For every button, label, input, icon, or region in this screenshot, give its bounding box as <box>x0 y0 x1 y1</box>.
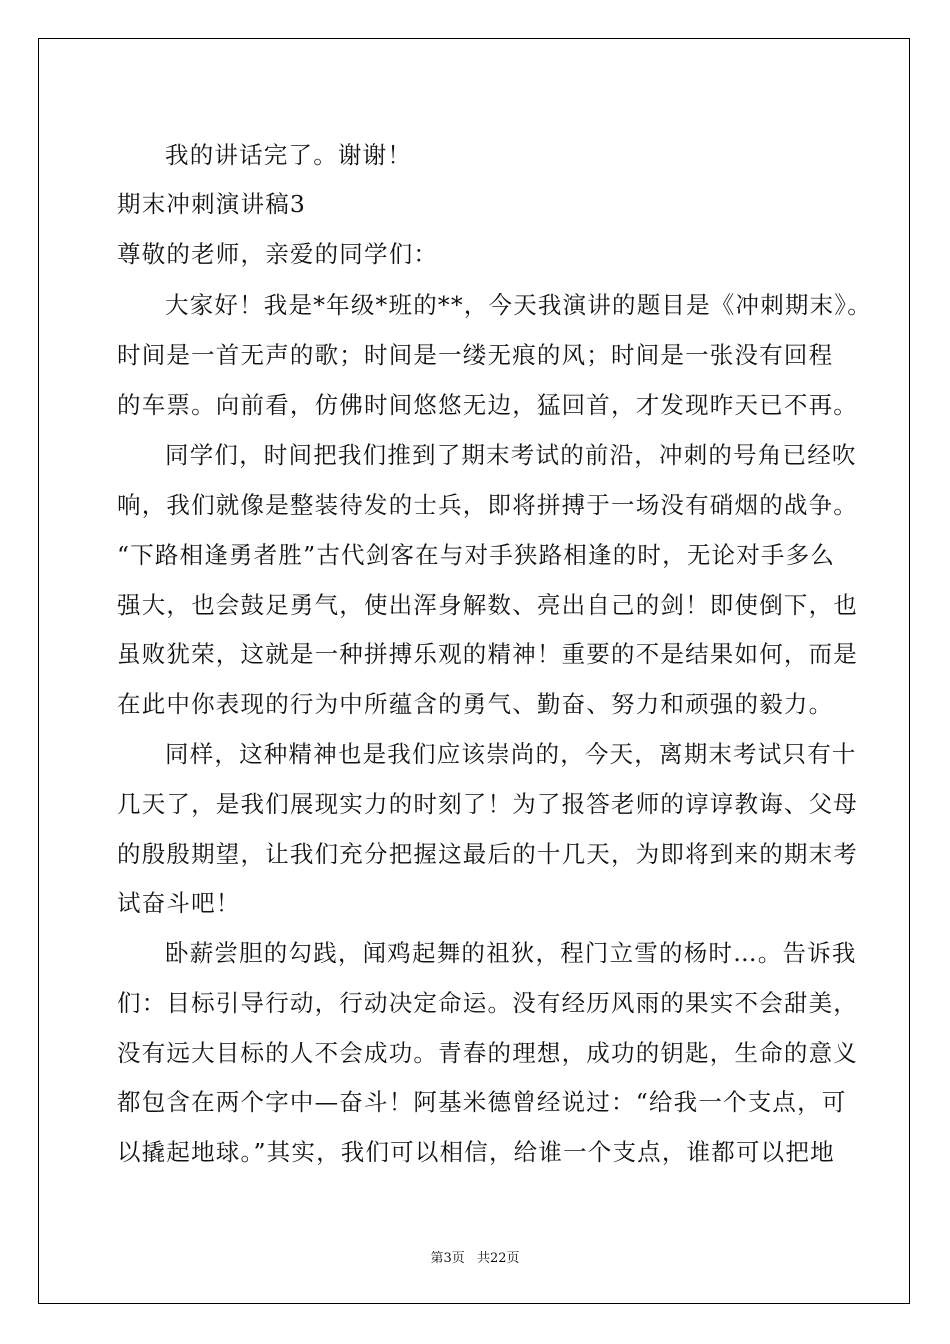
text-line: 以撬起地球。”其实，我们可以相信，给谁一个支点，谁都可以把地 <box>117 1138 835 1166</box>
text-line: 几天了，是我们展现实力的时刻了！为了报答老师的谆谆教诲、父母 <box>117 790 858 818</box>
text-line: 虽败犹荣，这就是一种拼搏乐观的精神！重要的不是结果如何，而是 <box>117 640 858 668</box>
salutation: 尊敬的老师，亲爱的同学们： <box>117 240 439 268</box>
text-line: 时间是一首无声的歌；时间是一缕无痕的风；时间是一张没有回程 <box>117 341 834 369</box>
text-line: 强大，也会鼓足勇气，使出浑身解数、亮出自己的剑！即使倒下，也 <box>117 591 858 619</box>
text-line: 卧薪尝胆的勾践，闻鸡起舞的祖狄，程门立雪的杨时…。告诉我 <box>165 939 857 967</box>
text-line: 的殷殷期望，让我们充分把握这最后的十几天，为即将到来的期末考 <box>117 840 858 868</box>
text-line: 在此中你表现的行为中所蕴含的勇气、勤奋、努力和顽强的毅力。 <box>117 690 834 718</box>
text-line: 没有远大目标的人不会成功。青春的理想，成功的钥匙，生命的意义 <box>117 1039 858 1067</box>
text-line: 们：目标引导行动，行动决定命运。没有经历风雨的果实不会甜美， <box>117 989 858 1017</box>
text-line: 同样，这种精神也是我们应该崇尚的，今天，离期末考试只有十 <box>165 740 857 768</box>
text-line: 的车票。向前看，仿佛时间悠悠无边，猛回首，才发现昨天已不再。 <box>117 391 858 419</box>
total-pages: 共22页 <box>476 1251 520 1266</box>
text-line: 响，我们就像是整装待发的士兵，即将拼搏于一场没有硝烟的战争。 <box>117 491 858 519</box>
text-line: 试奋斗吧！ <box>117 889 241 917</box>
section-title: 期末冲刺演讲稿3 <box>117 190 307 218</box>
page-footer <box>0 1247 950 1266</box>
text-line: 大家好！我是*年级*班的**，今天我演讲的题目是《冲刺期末》。 <box>165 291 872 319</box>
text-line: “下路相逢勇者胜”古代剑客在与对手狭路相逢的时，无论对手多么 <box>117 541 836 569</box>
text-line: 同学们，时间把我们推到了期末考试的前沿，冲刺的号角已经吹 <box>165 441 857 469</box>
text-line: 都包含在两个字中—奋斗！阿基米德曾经说过：“给我一个支点，可 <box>117 1088 847 1116</box>
page-number: 第3页 <box>430 1251 465 1266</box>
text-line: 我的讲话完了。谢谢！ <box>165 141 412 169</box>
